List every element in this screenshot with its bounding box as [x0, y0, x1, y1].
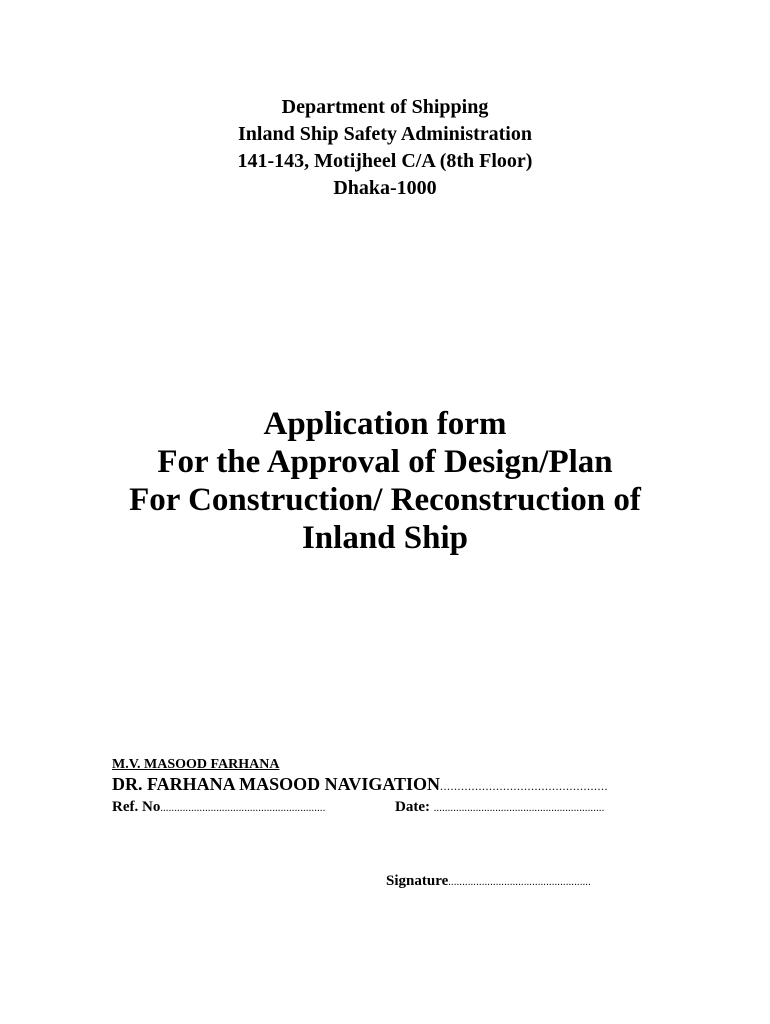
- date-dotted-line: .............................................................: [433, 803, 605, 814]
- ref-number-label: Ref. No: [112, 799, 161, 815]
- office-header: [0, 94, 770, 202]
- date-label: Date:: [395, 799, 430, 815]
- signature-label: Signature: [386, 873, 449, 889]
- form-title-line-4: Inland Ship: [301, 520, 469, 556]
- form-title: [0, 405, 770, 557]
- signature-dotted-line: ...................................................: [448, 877, 592, 888]
- ref-number-dotted-line: ...........................................................: [160, 803, 326, 814]
- form-title-line-1: Application form: [263, 406, 507, 442]
- date-field: [395, 797, 605, 819]
- form-title-line-2: For the Approval of Design/Plan: [157, 444, 613, 480]
- vessel-name: M.V. MASOOD FARHANA: [112, 757, 280, 772]
- form-title-line-3: For Construction/ Reconstruction of: [129, 482, 641, 518]
- administration-name: Inland Ship Safety Administration: [238, 123, 532, 145]
- owner-line: [112, 773, 608, 797]
- department-name: Department of Shipping: [281, 96, 489, 118]
- signature-field: [386, 871, 591, 893]
- office-address: 141-143, Motijheel C/A (8th Floor): [237, 150, 533, 172]
- owner-name: DR. FARHANA MASOOD NAVIGATION: [112, 774, 441, 794]
- ref-number-field: [112, 797, 326, 819]
- office-city: Dhaka-1000: [333, 177, 437, 199]
- owner-dotted-line: ................................................: [440, 779, 609, 793]
